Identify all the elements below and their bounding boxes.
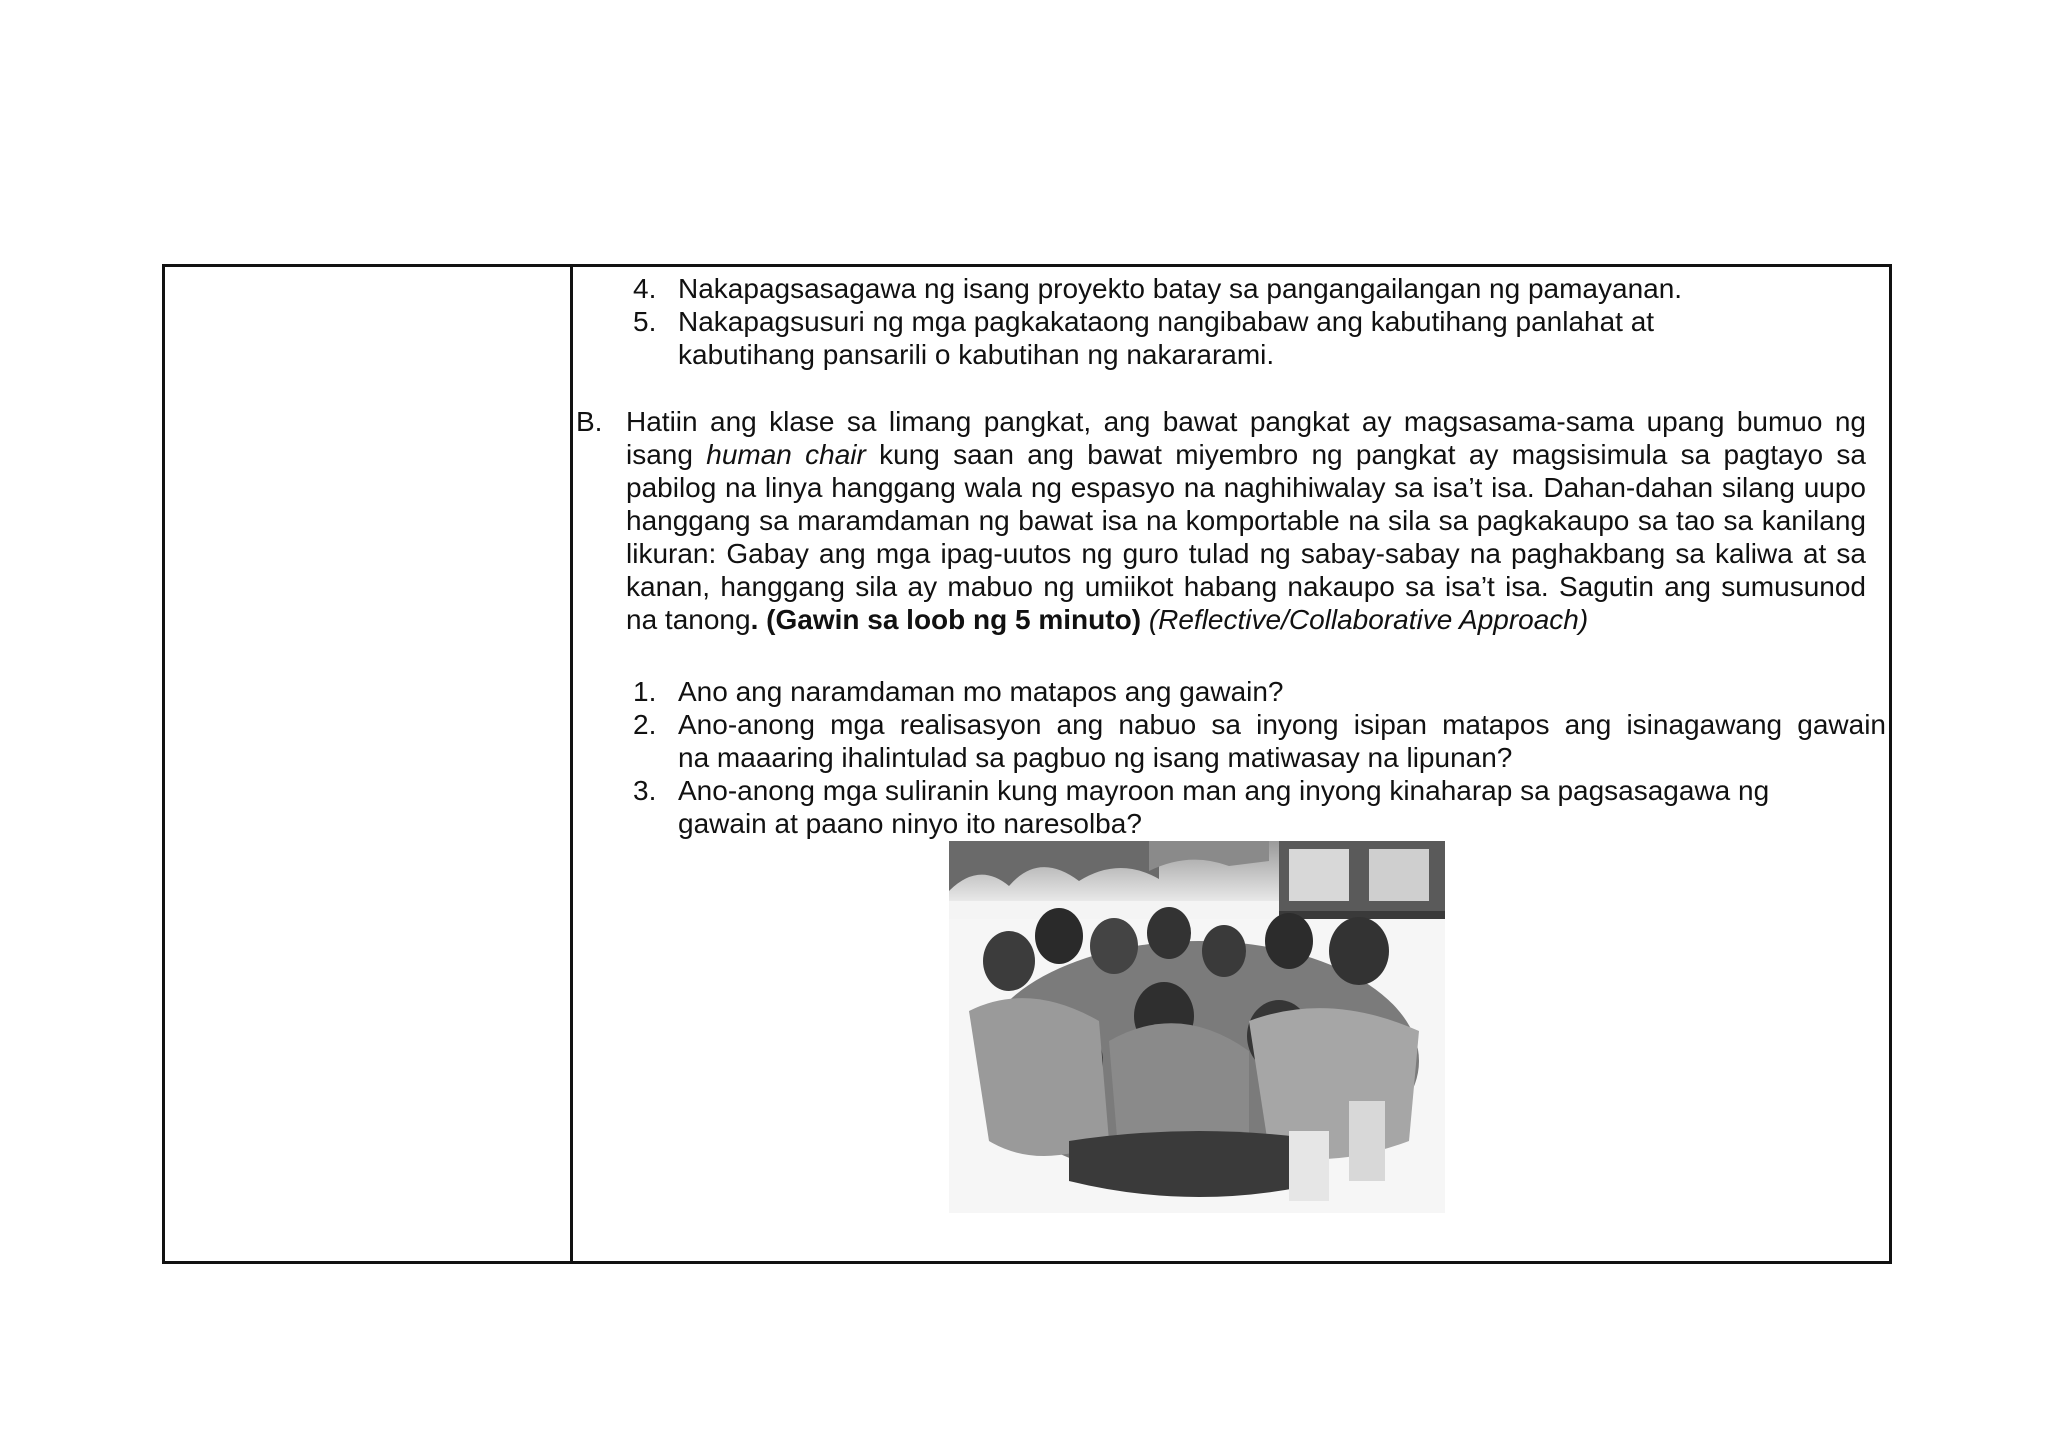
human-chair-photo: [949, 841, 1445, 1213]
activity-text: Hatiin ang klase sa limang pangkat, ang bawat pangkat ay magsasama-sama upang bumuo ng isang: [626, 406, 1866, 470]
objective-text: Nakapagsasagawa ng isang proyekto batay sa pangangailangan ng pamayanan.: [678, 273, 1683, 304]
approach-label: (Reflective/Collaborative Approach): [1148, 604, 1589, 635]
question-text-line: Ano-anong mga realisasyon ang nabuo sa inyong isipan matapos ang isinagawang gawain: [678, 709, 1886, 740]
lesson-table: [162, 264, 1892, 1264]
question-text-line: na maaaring ihalintulad sa pagbuo ng isang matiwasay na lipunan?: [678, 742, 1513, 773]
content-cell: [576, 267, 1889, 1261]
activity-paragraph: [576, 405, 1866, 636]
activity-letter: B.: [576, 406, 603, 437]
activity-text: kung saan ang bawat miyembro ng pangkat ay magsisimula sa pagtayo sa pabilog na linya hanggang wala ng espasyo na naghihiwalay sa isa’t isa. Dahan-dahan silang uupo hanggang sa maramdaman ng bawat isa na komportable na sila sa pagkakaupo sa tao sa kanilang likuran: Gabay ang mga ipag-uutos ng guro tulad ng sabay-sabay na paghakbang sa kaliwa at sa kanan, hanggang sila ay mabuo ng umiikot habang nakaupo sa isa’t isa. Sagutin ang sumusunod na tanong: [626, 439, 1866, 635]
objective-text-line: Nakapagsusuri ng mga pagkakataong nangibabaw ang kabutihang panlahat at: [678, 306, 1655, 337]
question-text-line: Ano-anong mga suliranin kung mayroon man ang inyong kinaharap sa pagsasagawa ng: [678, 775, 1770, 806]
photo-illustration: [949, 841, 1445, 1213]
question-text: Ano ang naramdaman mo matapos ang gawain?: [678, 676, 1284, 707]
objective-number: 5.: [633, 306, 657, 337]
question-text-line: gawain at paano ninyo ito naresolba?: [678, 808, 1142, 839]
question-number: 1.: [633, 676, 657, 707]
time-instruction: . (Gawin sa loob ng 5 minuto): [750, 604, 1142, 635]
question-number: 2.: [633, 709, 657, 740]
objective-number: 4.: [633, 273, 657, 304]
human-chair-term: human chair: [706, 439, 866, 470]
question-number: 3.: [633, 775, 657, 806]
objective-text-line: kabutihang pansarili o kabutihan ng nakararami.: [678, 339, 1275, 370]
spacer: [1141, 604, 1149, 635]
left-column-cell: [165, 267, 573, 1261]
